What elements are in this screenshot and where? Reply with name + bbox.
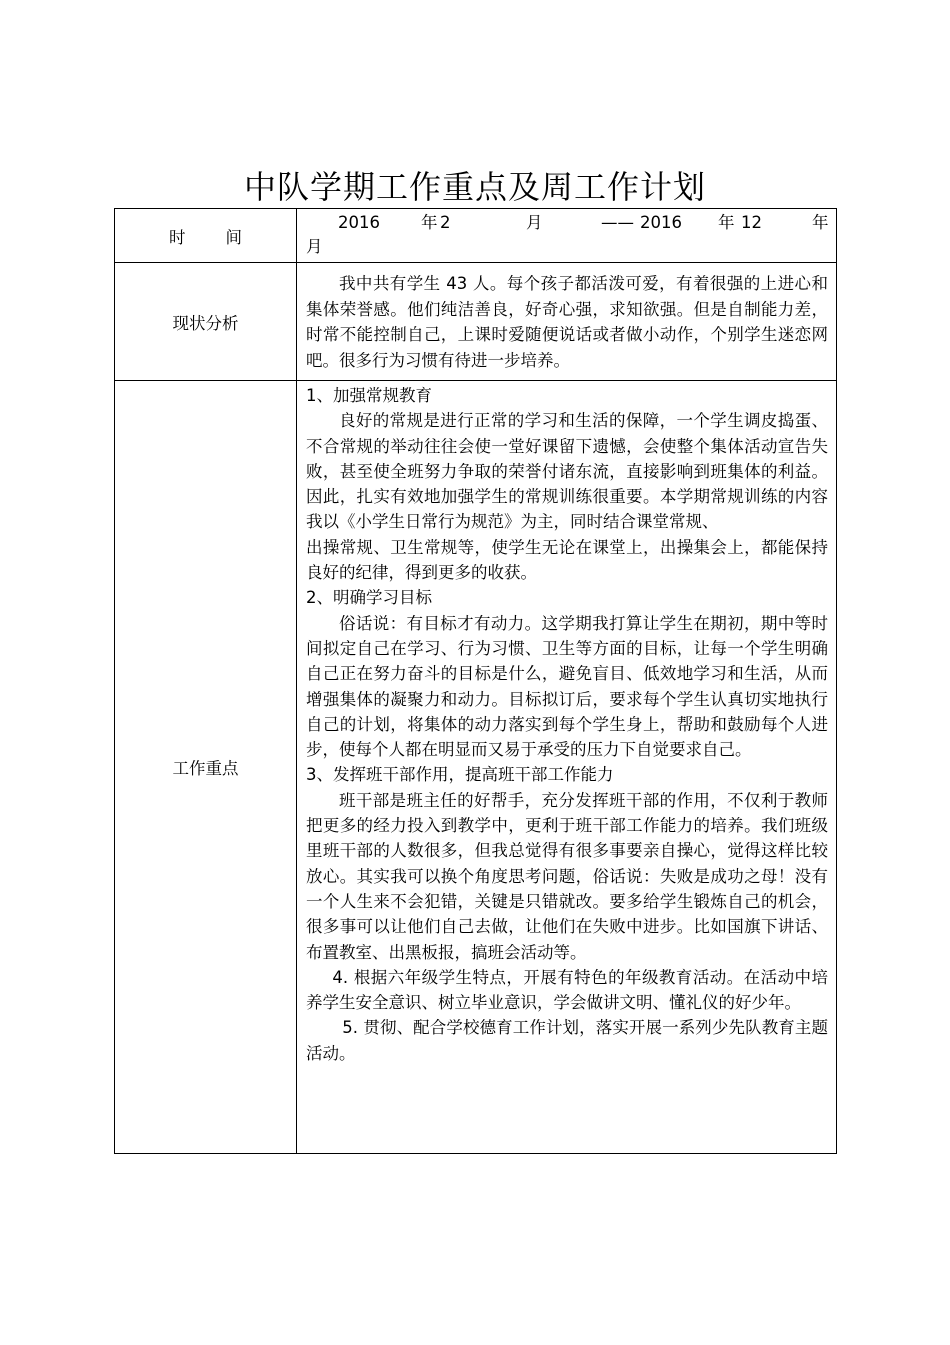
end-year: 2016 [640, 213, 682, 232]
end-year-unit: 年 [718, 213, 735, 232]
end-month: 12 [741, 213, 762, 232]
time-label: 时间 [169, 227, 282, 247]
start-year: 2016 [338, 213, 380, 232]
status-label: 现状分析 [115, 263, 297, 381]
item4: 4. 根据六年级学生特点，开展有特色的年级教育活动。在活动中培养学生安全意识、树立毕业意识，学会做讲文明、懂礼仪的好少年。 [306, 967, 828, 1013]
item3-heading: 3、发挥班干部作用，提高班干部工作能力 [306, 765, 614, 785]
item2-heading: 2、明确学习目标 [306, 588, 432, 608]
start-month-unit: 月 [526, 213, 543, 232]
item1-heading: 1、加强常规教育 [306, 386, 432, 405]
start-year-unit: 年 [421, 213, 438, 232]
time-range [306, 211, 828, 235]
focus-value-cell [297, 381, 837, 1154]
page-title: 中队学期工作重点及周工作计划 [243, 168, 706, 206]
status-row [115, 263, 837, 381]
plan-table [114, 208, 837, 1154]
status-text: 我中共有学生 43 人。每个孩子都活泼可爱，有着很强的上进心和集体荣誉感。他们纯洁善良，好奇心强，求知欲强。但是自制能力差，时常不能控制自己，上课时爱随便说话或者做小动作，个别学生迷恋网吧。很多行为习惯有待进一步培养。 [306, 274, 828, 370]
time-label-cell [115, 209, 297, 263]
focus-label: 工作重点 [115, 381, 297, 1154]
start-month: 2 [440, 213, 451, 232]
item1-body-cont: 出操常规、卫生常规等，使学生无论在课堂上，出操集会上，都能保持良好的纪律，得到更多的收获。 [306, 537, 828, 583]
item3-body: 班干部是班主任的好帮手，充分发挥班干部的作用，不仅利于教师把更多的经力投入到教学中，更利于班干部工作能力的培养。我们班级里班干部的人数很多，但我总觉得有很多事要亲自操心，觉得这样比较放心。其实我可以换个角度思考问题，俗话说：失败是成功之母！没有一个人生来不会犯错，关键是只错就改。要多给学生锻炼自己的机会，很多事可以让他们自己去做，让他们在失败中进步。比如国旗下讲话、布置教室、出黑板报，搞班会活动等。 [306, 790, 828, 962]
item5: 5. 贯彻、配合学校德育工作计划，落实开展一系列少先队教育主题活动。 [306, 1018, 828, 1063]
end-month-unit: 月 [306, 237, 323, 256]
item1-body: 良好的常规是进行正常的学习和生活的保障，一个学生调皮捣蛋、不合常规的举动往往会使一堂好课留下遗憾，会使整个集体活动宣告失败，甚至使全班努力争取的荣誉付诸东流，直接影响到班集体的利益。因此，扎实有效地加强学生的常规训练很重要。本学期常规训练的内容我以《小学生日常行为规范》为主，同时结合课堂常规、 [306, 411, 828, 532]
time-value-cell [297, 209, 837, 263]
status-value-cell [297, 263, 837, 381]
time-row [115, 209, 837, 263]
item2-body: 俗话说：有目标才有动力。这学期我打算让学生在期初，期中等时间拟定自己在学习、行为习惯、卫生等方面的目标，让每一个学生明确自己正在努力奋斗的目标是什么，避免盲目、低效地学习和生活，从而增强集体的凝聚力和动力。目标拟订后，要求每个学生认真切实地执行自己的计划，将集体的动力落实到每个学生身上，帮助和鼓励每个人进步，使每个人都在明显而又易于承受的压力下自觉要求自己。 [306, 613, 828, 760]
end-year-unit-2: 年 [812, 213, 829, 232]
focus-row [115, 381, 837, 1154]
range-dash: —— [601, 213, 634, 232]
